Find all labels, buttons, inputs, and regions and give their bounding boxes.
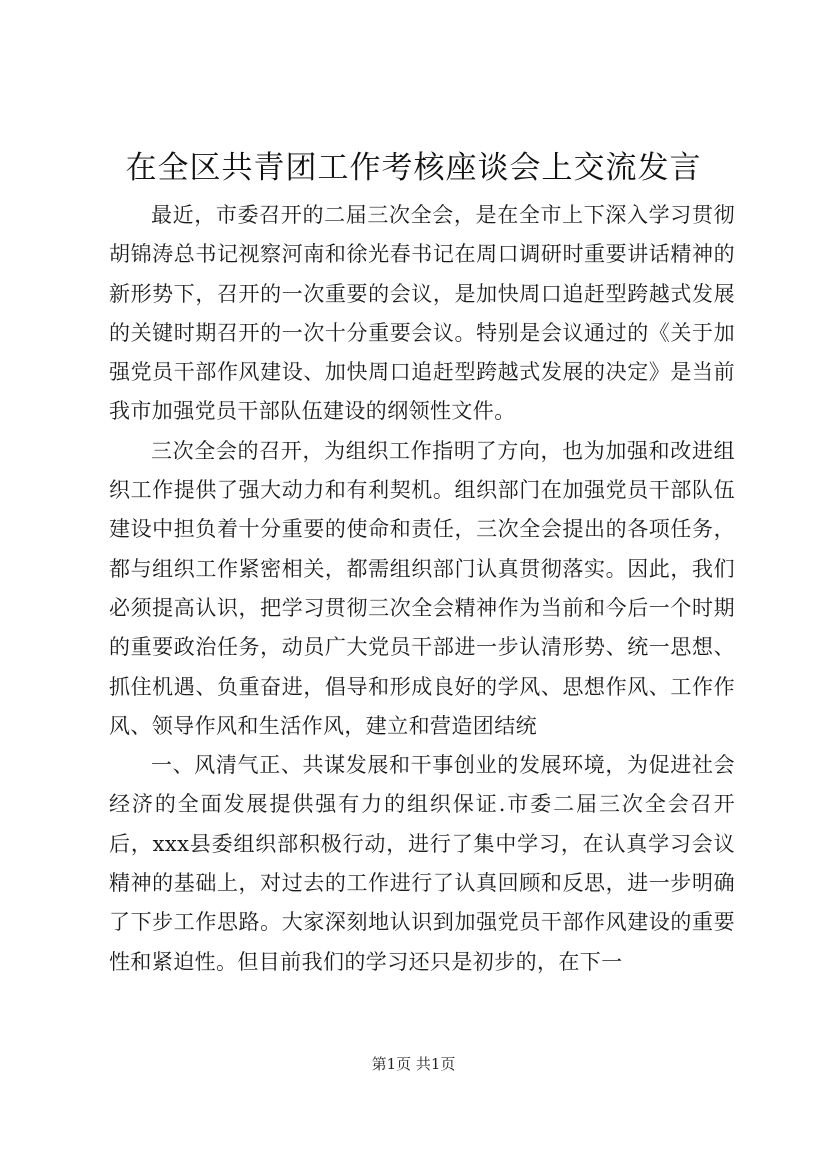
paragraph-1: 最近，市委召开的二届三次全会，是在全市上下深入学习贯彻胡锦涛总书记视察河南和徐光春书记在周口调研时重要讲话精神的新形势下，召开的一次重要的会议，是加快周口追赶型跨越式发展的关键时期召开的一次十分重要会议。特别是会议通过的《关于加强党员干部作风建设、加快周口追赶型跨越式发展的决定》是当前我市加强党员干部队伍建设的纲领性文件。 bbox=[109, 203, 735, 424]
document-title: 在全区共青团工作考核座谈会上交流发言 bbox=[125, 150, 702, 186]
paragraph-3: 一、风清气正、共谋发展和干事创业的发展环境，为促进社会经济的全面发展提供强有力的组织保证.市委二届三次全会召开后，xxx县委组织部积极行动，进行了集中学习，在认真学习会议精神的基础上，对过去的工作进行了认真回顾和反思，进一步明确了下步工作思路。大家深刻地认识到加强党员干部作风建设的重要性和紧迫性。但目前我们的学习还只是初步的，在下一 bbox=[109, 753, 735, 974]
document-body bbox=[109, 196, 735, 982]
page-footer: 第1页 共1页 bbox=[371, 1055, 456, 1073]
paragraph-2: 三次全会的召开，为组织工作指明了方向，也为加强和改进组织工作提供了强大动力和有利契机。组织部门在加强党员干部队伍建设中担负着十分重要的使命和责任，三次全会提出的各项任务，都与组织工作紧密相关，都需组织部门认真贯彻落实。因此，我们必须提高认识，把学习贯彻三次全会精神作为当前和今后一个时期的重要政治任务，动员广大党员干部进一步认清形势、统一思想、抓住机遇、负重奋进，倡导和形成良好的学风、思想作风、工作作风、领导作风和生活作风，建立和营造团结统 bbox=[109, 438, 735, 738]
